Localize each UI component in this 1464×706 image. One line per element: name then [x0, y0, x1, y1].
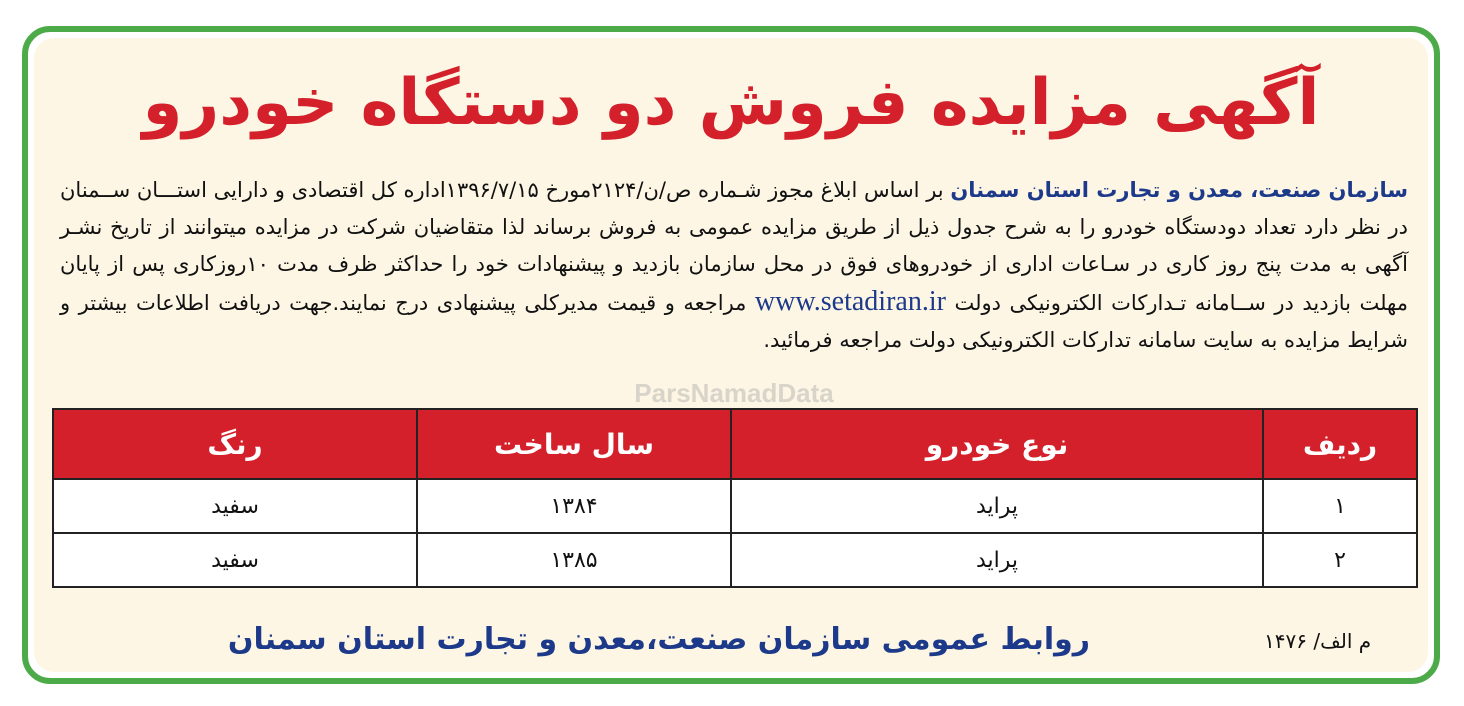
header-vehicle-type: نوع خودرو — [731, 409, 1263, 479]
table-row — [53, 479, 1417, 533]
body-text-part-2: مراجعه و قیمت مدیرکلی پیشنهادی درج نمایند.جهت دریافت اطلاعات بیشتر و شرایط مزایده به سایت سامانه تدارکات الکترونیکی دولت مراجعه فرمائید. — [60, 291, 1408, 352]
header-color: رنگ — [53, 409, 417, 479]
table-header-row — [53, 409, 1417, 479]
cell-color: سفید — [53, 533, 417, 587]
header-build-year: سال ساخت — [417, 409, 731, 479]
cell-build-year: ۱۳۸۵ — [417, 533, 731, 587]
cell-row-number: ۲ — [1263, 533, 1417, 587]
ad-paper — [34, 38, 1428, 672]
cell-vehicle-type: پراید — [731, 479, 1263, 533]
cell-build-year: ۱۳۸۴ — [417, 479, 731, 533]
table-row — [53, 533, 1417, 587]
body-text-part-1: بر اساس ابلاغ مجوز شـماره ص/ن/۲۱۲۴مورخ ۱۳۹۶/۷/۱۵اداره کل اقتصادی و دارایی استـــان ســمنان در نظر دارد تعداد دودستگاه خودرو را به شرح جدول ذیل از طریق مزایده عمومی به فروش برساند لذا متقاضیان شرکت در مزایده میتوانند از تاریخ نشـر آگهی به مدت پنج روز کاری در سـاعات اداری از خودروهای فوق در محل سازمان بازدید و پیشنهادات خود را حداکثر ظرف مدت ۱۰روزکاری پس از پایان مهلت بازدید در ســامانه تـدارکات الکترونیکی دولت — [60, 178, 1408, 315]
org-name: سازمان صنعت، معدن و تجارت استان سمنان — [950, 178, 1408, 202]
vehicles-table — [52, 408, 1418, 588]
footer-public-relations: روابط عمومی سازمان صنعت،معدن و تجارت استان سمنان — [227, 622, 1091, 657]
footer-ad-code: م الف/ ۱۴۷۶ — [1264, 629, 1372, 653]
ad-frame — [22, 26, 1440, 684]
watermark-brand: ParsNamadData — [634, 378, 834, 408]
setadiran-link[interactable]: www.setadiran.ir — [754, 286, 946, 317]
ad-title: آگهی مزایده فروش دو دستگاه خودرو — [142, 66, 1320, 140]
cell-row-number: ۱ — [1263, 479, 1417, 533]
cell-color: سفید — [53, 479, 417, 533]
header-row-number: ردیف — [1263, 409, 1417, 479]
cell-vehicle-type: پراید — [731, 533, 1263, 587]
ad-body-text — [60, 172, 1408, 359]
